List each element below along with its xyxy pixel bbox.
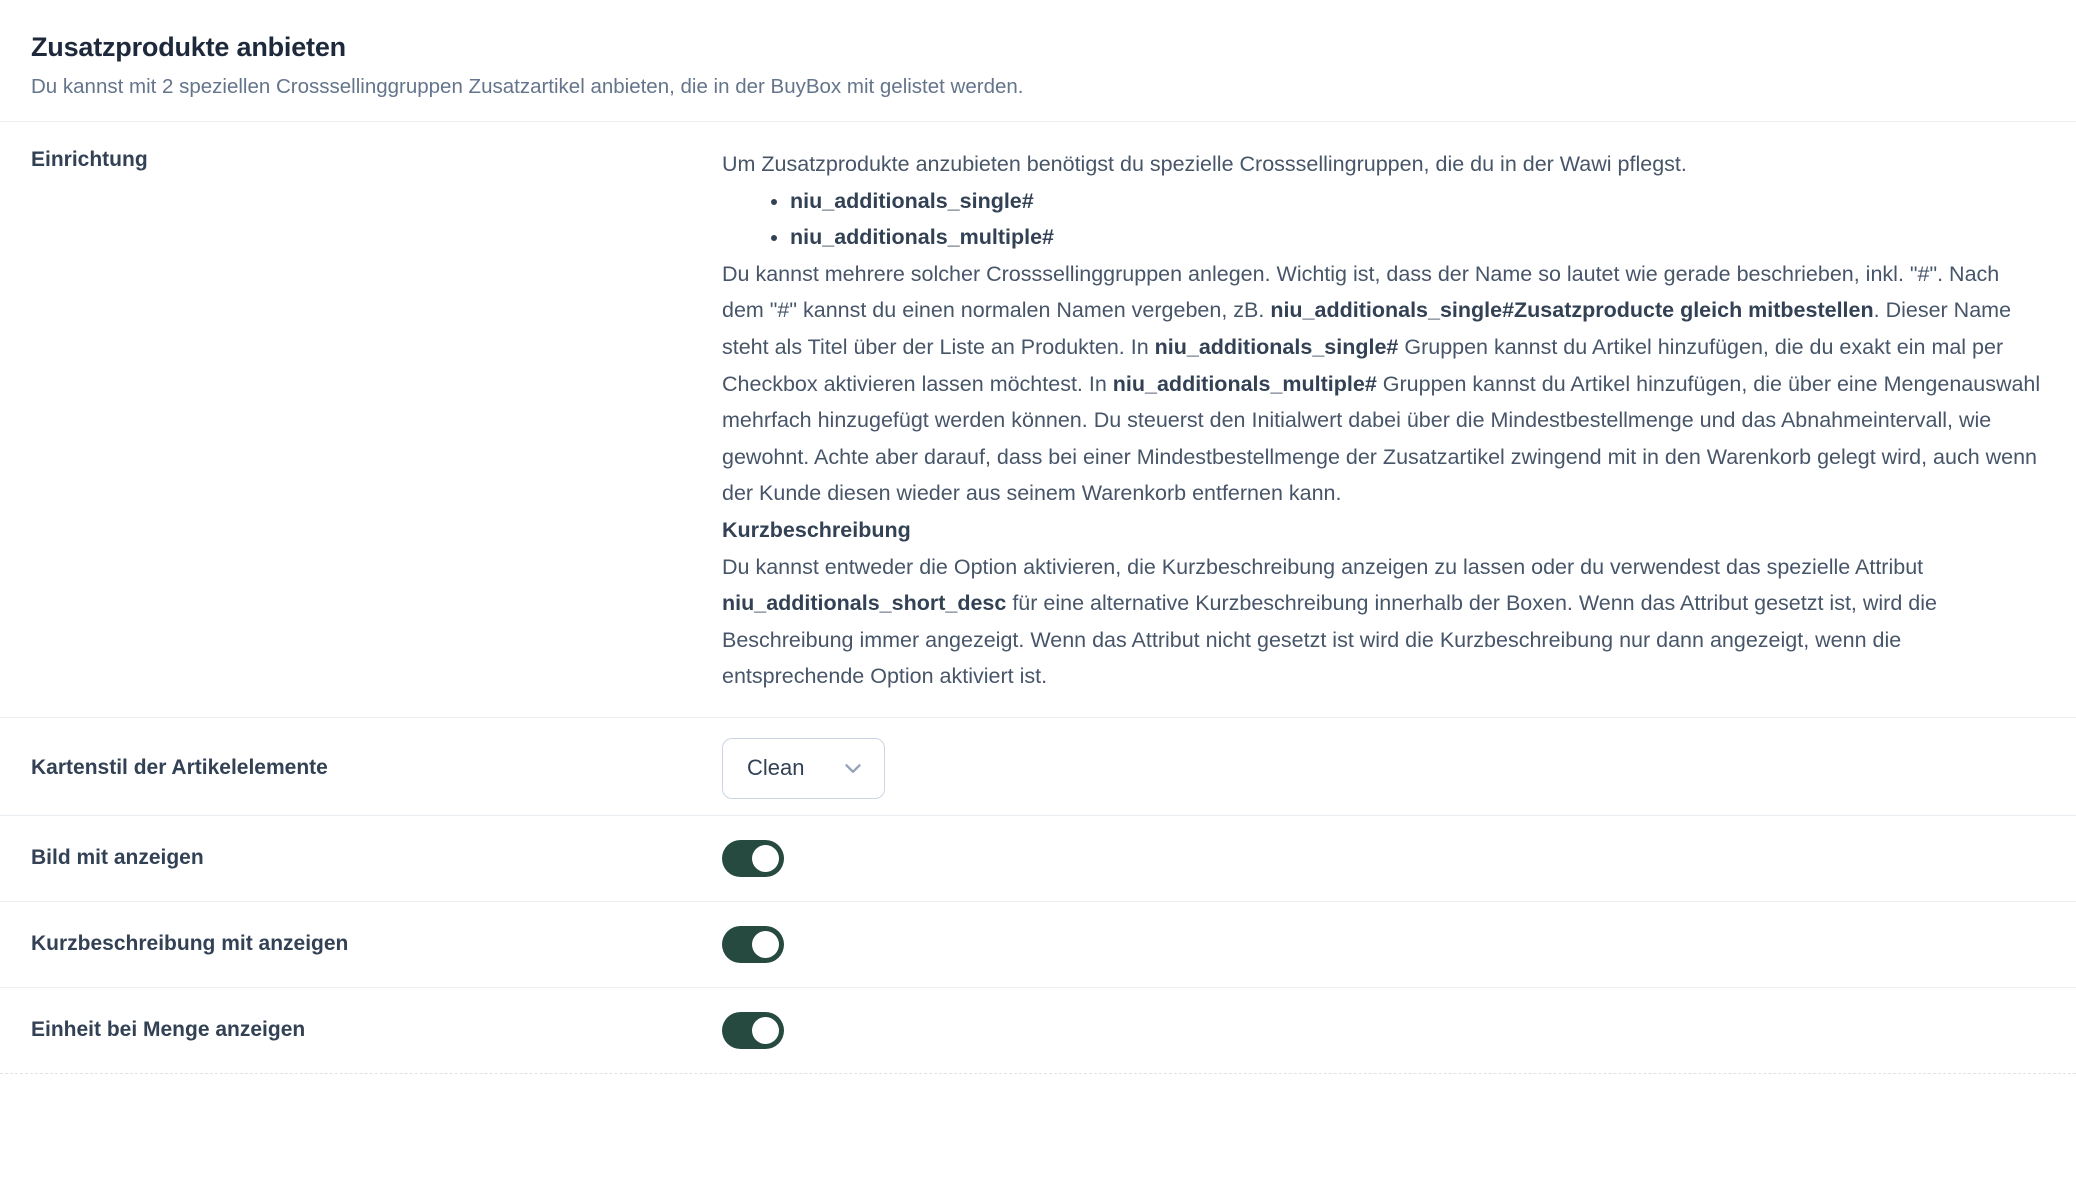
bild-toggle[interactable] <box>722 840 784 877</box>
form-row-einheit <box>0 988 2076 1074</box>
toggle-knob <box>752 1017 779 1044</box>
page-title: Zusatzprodukte anbieten <box>31 32 346 62</box>
crossselling-group-list <box>722 183 2046 256</box>
section-header <box>0 0 2076 122</box>
help-intro: Um Zusatzprodukte anzubieten benötigst du spezielle Crosssellingruppen, die du in der Wawi pflegst. <box>722 152 1687 176</box>
kartenstil-select[interactable] <box>722 738 885 799</box>
toggle-knob <box>752 931 779 958</box>
kurzbeschreibung-toggle[interactable] <box>722 926 784 963</box>
einrichtung-help-text <box>722 146 2046 695</box>
row-label-bild: Bild mit anzeigen <box>31 846 204 870</box>
list-item: • niu_additionals_multiple# <box>790 219 2046 256</box>
row-label-einrichtung: Einrichtung <box>31 148 148 171</box>
row-label-kurzbeschreibung: Kurzbeschreibung mit anzeigen <box>31 932 349 956</box>
toggle-knob <box>752 845 779 872</box>
page-subtitle: Du kannst mit 2 speziellen Crosssellinggruppen Zusatzartikel anbieten, die in der BuyBox mit gelistet werden. <box>31 75 1024 98</box>
form-row-kartenstil <box>0 718 2076 816</box>
help-description: Du kannst mehrere solcher Crosssellinggruppen anlegen. Wichtig ist, dass der Name so lautet wie gerade beschrieben, inkl. "#". Nach dem "#" kannst du einen normalen Namen vergeben, zB. niu_additionals_single#Zusatzproducte gleich mitbestellen. Dieser Name steht als Titel über der Liste an Produkten. In niu_additionals_single# Gruppen kannst du Artikel hinzufügen, die du exakt ein mal per Checkbox aktivieren lassen möchtest. In niu_additionals_multiple# Gruppen kannst du Artikel hinzufügen, die über eine Mengenauswahl mehrfach hinzugefügt werden können. Du steuerst den Initialwert dabei über die Mindestbestellmenge und das Abnahmeintervall, wie gewohnt. Achte aber darauf, dass bei einer Mindestbestellmenge der Zusatzartikel zwingend mit in den Warenkorb gelegt wird, auch wenn der Kunde diesen wieder aus seinem Warenkorb entfernen kann. <box>722 261 2041 506</box>
chevron-down-icon <box>840 755 866 781</box>
row-label-kartenstil: Kartenstil der Artikelelemente <box>31 756 328 780</box>
row-label-einheit: Einheit bei Menge anzeigen <box>31 1018 306 1042</box>
form-row-einrichtung <box>0 122 2076 718</box>
form-row-kurzbeschreibung <box>0 902 2076 988</box>
short-desc-heading: Kurzbeschreibung <box>722 517 911 542</box>
short-desc-text: Du kannst entweder die Option aktivieren, die Kurzbeschreibung anzeigen zu lassen oder du verwendest das spezielle Attribut niu_additionals_short_desc für eine alternative Kurzbeschreibung innerhalb der Boxen. Wenn das Attribut gesetzt ist, wird die Beschreibung immer angezeigt. Wenn das Attribut nicht gesetzt ist wird die Kurzbeschreibung nur dann angezeigt, wenn die entsprechende Option aktiviert ist. <box>722 554 1937 689</box>
einheit-toggle[interactable] <box>722 1012 784 1049</box>
list-item: • niu_additionals_single# <box>790 183 2046 220</box>
form-row-bild <box>0 816 2076 902</box>
kartenstil-select-value: Clean <box>747 755 805 781</box>
